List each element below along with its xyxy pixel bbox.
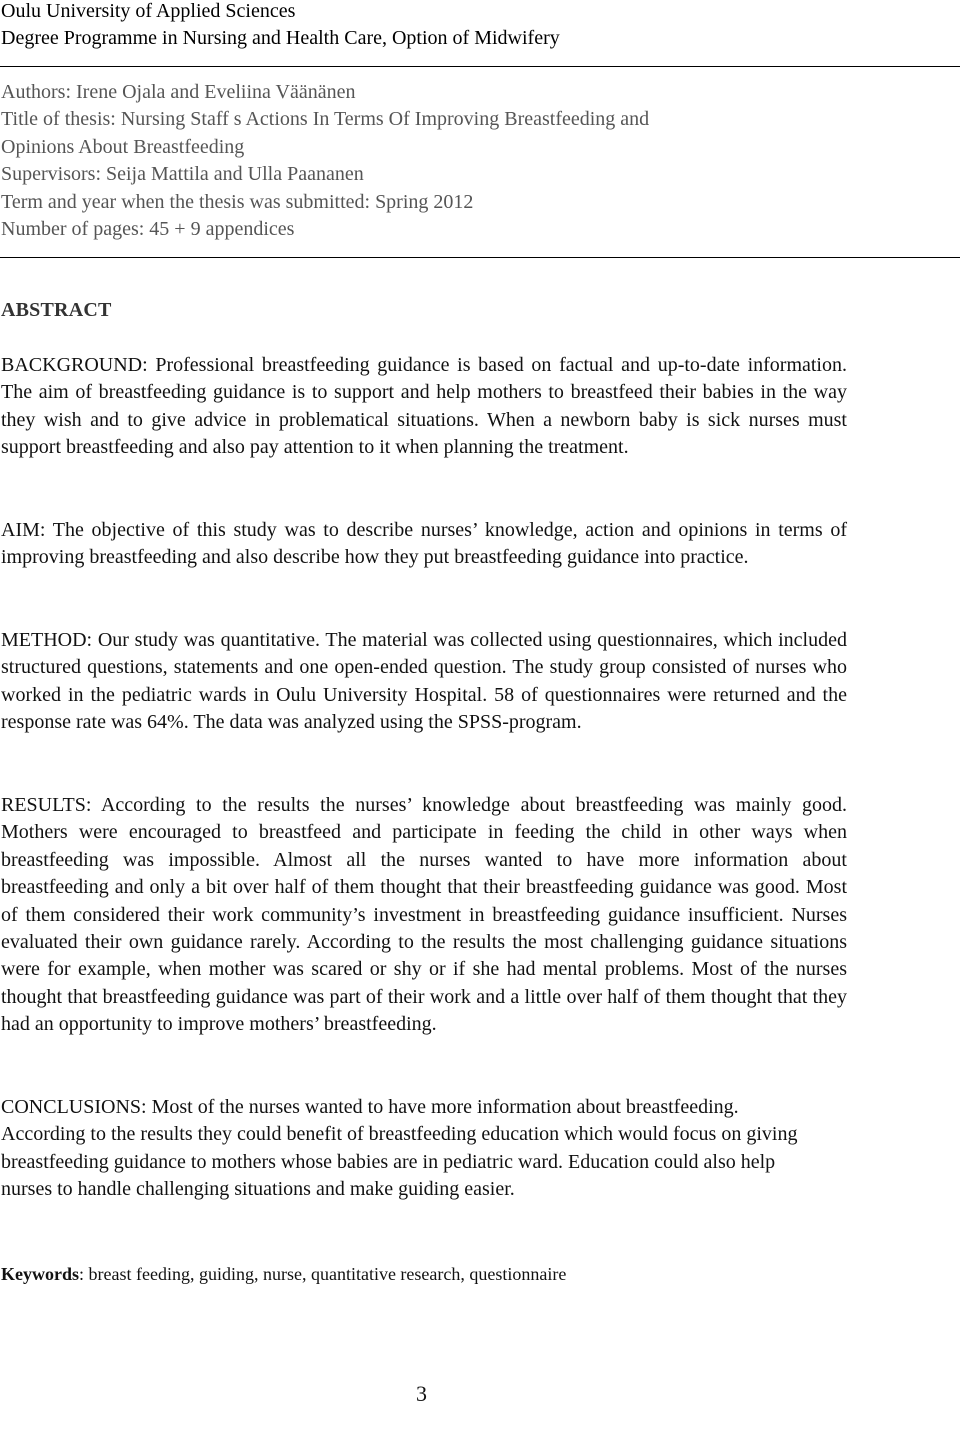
method-paragraph: METHOD: Our study was quantitative. The material was collected using questionnaires, which included structured questions, statements and one open-ended question. The study group consisted of nurses who worked in the pediatric wards in Oulu University Hospital. 58 of questionnaires were returned and the response rate was 64%. The data was analyzed using the SPSS-program. [1, 629, 847, 734]
supervisors-line: Supervisors: Seija Mattila and Ulla Paananen [1, 163, 364, 186]
document-header [1, 0, 560, 52]
aim-paragraph: AIM: The objective of this study was to describe nurses’ knowledge, action and opinions in terms of improving breastfeeding and also describe how they put breastfeeding guidance into practice. [1, 519, 847, 569]
meta-divider [0, 257, 960, 258]
abstract-heading: ABSTRACT [1, 299, 112, 321]
top-divider [0, 66, 960, 67]
page-number: 3 [416, 1381, 427, 1406]
pages-line: Number of pages: 45 + 9 appendices [1, 218, 295, 241]
programme-name: Degree Programme in Nursing and Health Care, Option of Midwifery [1, 27, 560, 49]
thesis-title-line-1: Title of thesis: Nursing Staff s Actions In Terms Of Improving Breastfeeding and [1, 108, 650, 131]
background-paragraph: BACKGROUND: Professional breastfeeding guidance is based on factual and up-to-date information. The aim of breastfeeding guidance is to support and help mothers to breastfeed their babies in the way they wish and to give advice in problematical situations. When a newborn baby is sick nurses must support breastfeeding and also pay attention to it when planning the treatment. [1, 354, 847, 459]
term-line: Term and year when the thesis was submitted: Spring 2012 [1, 190, 474, 213]
keywords-values: breast feeding, guiding, nurse, quantitative research, questionnaire [84, 1264, 567, 1284]
thesis-title-line-2: Opinions About Breastfeeding [1, 135, 245, 158]
keywords-separator: : [79, 1264, 85, 1284]
institution-name: Oulu University of Applied Sciences [1, 0, 296, 22]
thesis-metadata [1, 79, 946, 243]
authors-line: Authors: Irene Ojala and Eveliina Väänänen [1, 81, 356, 103]
results-paragraph: RESULTS: According to the results the nurses’ knowledge about breastfeeding was mainly good. Mothers were encouraged to breastfeed and participate in feeding the child in other ways when breastfeeding was impossible. Almost all the nurses wanted to have more information about breastfeeding and only a bit over half of them thought that their breastfeeding guidance was good. Most of them considered their work community’s investment in breastfeeding guidance insufficient. Nurses evaluated their own guidance rarely. According to the results the most challenging guidance situations were for example, when mother was scared or shy or if she had mental problems. Most of the nurses thought that breastfeeding guidance was part of their work and a little over half of them thought that they had an opportunity to improve mothers’ breastfeeding. [1, 794, 847, 1036]
keywords-line [1, 1262, 566, 1286]
keywords-label: Keywords [1, 1264, 79, 1284]
conclusions-paragraph: CONCLUSIONS: Most of the nurses wanted to have more information about breastfeeding. According to the results they could benefit of breastfeeding education which would focus on giving breastfeeding guidance to mothers whose babies are in pediatric ward. Education could also help nurses to handle challenging situations and make guiding easier. [1, 1096, 798, 1201]
